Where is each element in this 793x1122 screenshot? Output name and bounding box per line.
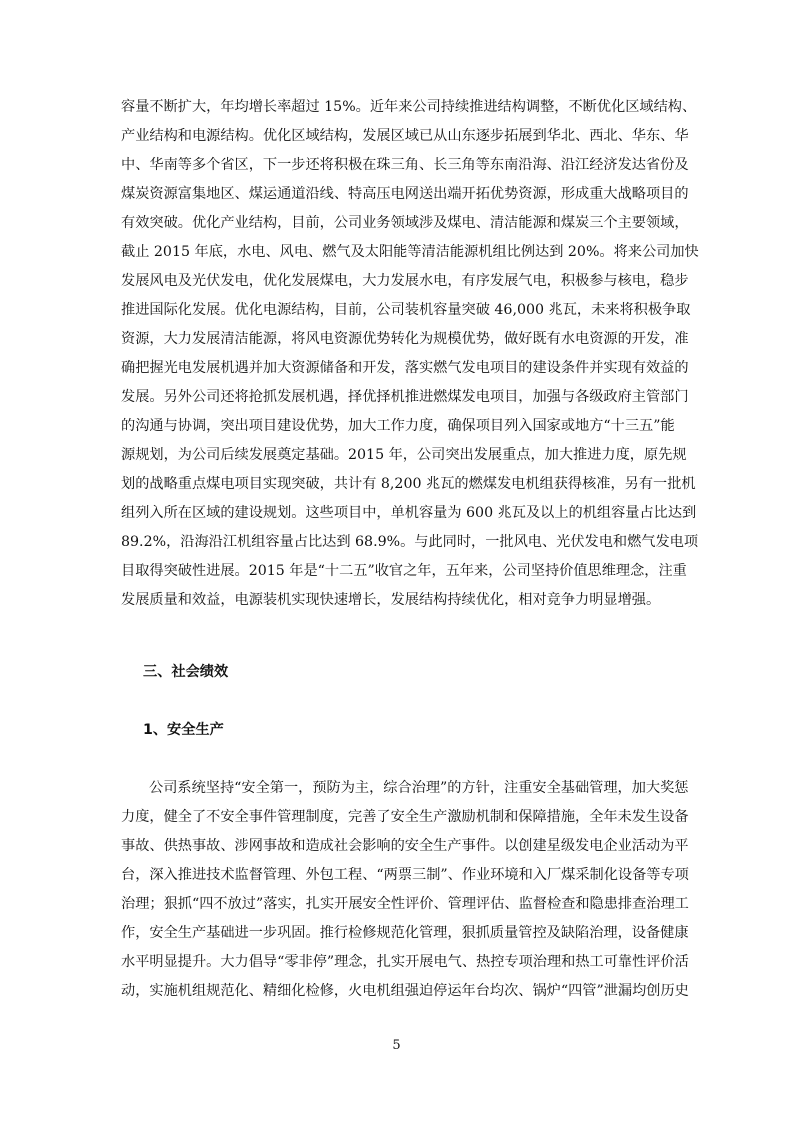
paragraph-line: 台，深入推进技术监督管理、外包工程、“两票三制”、作业环境和入厂煤采制化设备等专项 xyxy=(121,867,689,883)
paragraph-line: 截止 2015 年底，水电、风电、燃气及太阳能等清洁能源机组比例达到 20%。将来公司加快 xyxy=(121,244,699,260)
paragraph-line: 治理；狠抓“四不放过”落实，扎实开展安全性评价、管理评估、监督检查和隐患排查治理工 xyxy=(121,896,689,912)
paragraph-line: 产业结构和电源结构。优化区域结构，发展区域已从山东逐步拓展到华北、西北、华东、华 xyxy=(121,128,689,144)
paragraph-line: 发展风电及光伏发电，优化发展煤电，大力发展水电，有序发展气电，积极参与核电，稳步 xyxy=(121,273,689,289)
paragraph-line: 中、华南等多个省区，下一步还将积极在珠三角、长三角等东南沿海、沿江经济发达省份及 xyxy=(121,157,689,173)
paragraph-line: 水平明显提升。大力倡导“零非停”理念，扎实开展电气、热控专项治理和热工可靠性评价活 xyxy=(121,954,689,970)
paragraph-line: 公司系统坚持“安全第一，预防为主，综合治理”的方针，注重安全基础管理，加大奖惩 xyxy=(149,780,689,796)
paragraph-line: 容量不断扩大，年均增长率超过 15%。近年来公司持续推进结构调整，不断优化区域结构、 xyxy=(121,99,697,115)
page-number: 5 xyxy=(392,1038,401,1053)
paragraph-line: 动，实施机组规范化、精细化检修，火电机组强迫停运年台均次、锅炉“四管”泄漏均创历史 xyxy=(121,983,689,999)
paragraph-line: 目取得突破性进展。2015 年是“十二五”收官之年，五年来，公司坚持价值思维理念，注重 xyxy=(121,563,687,579)
section-heading: 三、社会绩效 xyxy=(143,664,229,680)
paragraph-line: 事故、供热事故、涉网事故和造成社会影响的安全生产事件。以创建星级发电企业活动为平 xyxy=(121,838,689,854)
paragraph-line: 发展。另外公司还将抢抓发展机遇，择优择机推进燃煤发电项目，加强与各级政府主管部门 xyxy=(121,389,689,405)
paragraph-line: 的沟通与协调，突出项目建设优势，加大工作力度，确保项目列入国家或地方“十三五”能 xyxy=(121,418,675,434)
paragraph-line: 确把握光电发展机遇并加大资源储备和开发，落实燃气发电项目的建设条件并实现有效益的 xyxy=(121,360,689,376)
paragraph-line: 组列入所在区域的建设规划。这些项目中，单机容量为 600 兆瓦及以上的机组容量占比达到 xyxy=(121,505,697,521)
paragraph-line: 推进国际化发展。优化电源结构，目前，公司装机容量突破 46,000 兆瓦，未来将积极争取 xyxy=(121,302,691,318)
paragraph-line: 89.2%，沿海沿江机组容量占比达到 68.9%。与此同时，一批风电、光伏发电和燃气发电项 xyxy=(121,534,699,550)
paragraph-line: 划的战略重点煤电项目实现突破，共计有 8,200 兆瓦的燃煤发电机组获得核准，另有一批机 xyxy=(121,476,696,492)
paragraph-line: 有效突破。优化产业结构，目前，公司业务领域涉及煤电、清洁能源和煤炭三个主要领域， xyxy=(121,215,689,231)
paragraph-line: 力度，健全了不安全事件管理制度，完善了安全生产激励机制和保障措施，全年未发生设备 xyxy=(121,809,689,825)
paragraph-line: 发展质量和效益，电源装机实现快速增长，发展结构持续优化，相对竞争力明显增强。 xyxy=(121,592,661,608)
paragraph-line: 煤炭资源富集地区、煤运通道沿线、特高压电网送出端开拓优势资源，形成重大战略项目的 xyxy=(121,186,689,202)
paragraph-line: 源规划，为公司后续发展奠定基础。2015 年，公司突出发展重点，加大推进力度，原先规 xyxy=(121,447,687,463)
paragraph-line: 资源，大力发展清洁能源，将风电资源优势转化为规模优势，做好既有水电资源的开发，准 xyxy=(121,331,689,347)
subsection-heading: 1、安全生产 xyxy=(143,722,224,738)
paragraph-line: 作，安全生产基础进一步巩固。推行检修规范化管理，狠抓质量管控及缺陷治理，设备健康 xyxy=(121,925,689,941)
